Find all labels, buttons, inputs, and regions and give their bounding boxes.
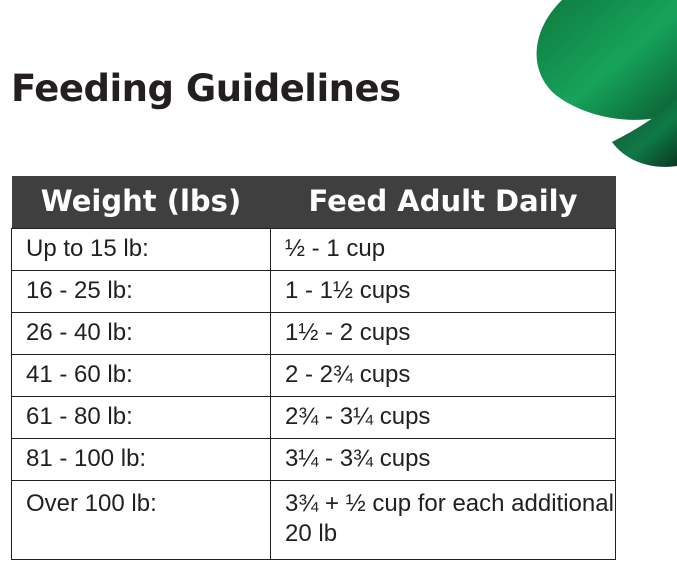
feeding-guidelines-table-wrapper: [11, 176, 615, 560]
table-header-row: [12, 176, 616, 229]
feeding-guidelines-table: [11, 176, 616, 560]
table-row: [12, 229, 616, 271]
cell-feed: 3¾ + ½ cup for each additional 20 lb: [271, 481, 616, 560]
cell-feed: 3¼ - 3¾ cups: [271, 439, 616, 481]
cell-weight: 41 - 60 lb:: [12, 355, 271, 397]
cell-feed: ½ - 1 cup: [271, 229, 616, 271]
decorative-green-swoosh: [437, 0, 677, 175]
cell-feed: 1 - 1½ cups: [271, 271, 616, 313]
table-row: [12, 397, 616, 439]
cell-weight: 16 - 25 lb:: [12, 271, 271, 313]
cell-feed: 2¾ - 3¼ cups: [271, 397, 616, 439]
cell-weight: 81 - 100 lb:: [12, 439, 271, 481]
column-header-feed: Feed Adult Daily: [271, 176, 616, 229]
cell-weight: 61 - 80 lb:: [12, 397, 271, 439]
table-row: [12, 313, 616, 355]
cell-feed: 1½ - 2 cups: [271, 313, 616, 355]
cell-weight: Over 100 lb:: [12, 481, 271, 560]
table-row: [12, 271, 616, 313]
cell-feed: 2 - 2¾ cups: [271, 355, 616, 397]
page-title: Feeding Guidelines: [11, 67, 401, 110]
column-header-weight: Weight (lbs): [12, 176, 271, 229]
table-row: [12, 439, 616, 481]
cell-weight: Up to 15 lb:: [12, 229, 271, 271]
cell-weight: 26 - 40 lb:: [12, 313, 271, 355]
table-row: [12, 355, 616, 397]
table-row: [12, 481, 616, 560]
